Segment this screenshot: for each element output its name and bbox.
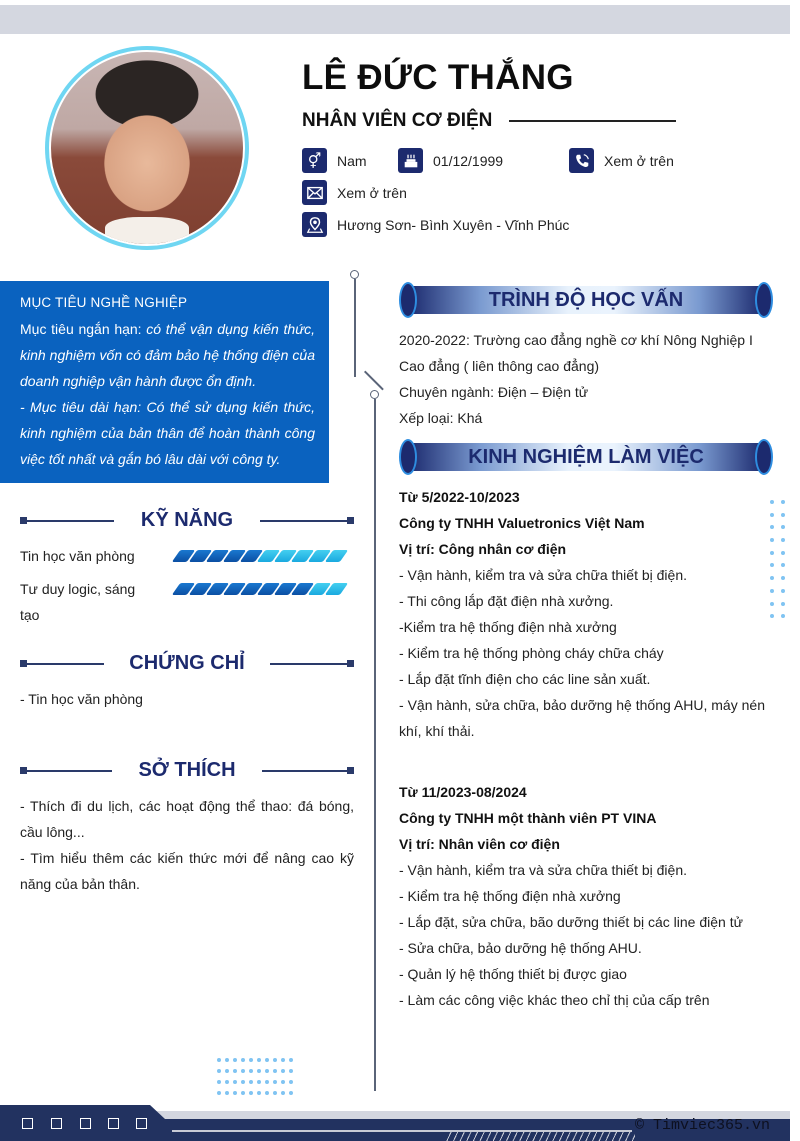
heading-square-right: [347, 767, 354, 774]
job-duty: - Thi công lắp đặt điện nhà xưởng.: [399, 593, 614, 609]
job-duty: - Lắp đặt, sửa chữa, bão dưỡng thiết bị các line điện tử: [399, 914, 743, 930]
address-value: Hương Sơn- Bình Xuyên - Vĩnh Phúc: [337, 216, 570, 233]
birthday-cake-icon: [398, 148, 423, 173]
hobbies-title: SỞ THÍCH: [138, 759, 236, 781]
hobbies-heading: [20, 759, 354, 783]
top-band: [0, 5, 790, 34]
education-heading: [399, 282, 773, 318]
gender-value: Nam: [337, 152, 367, 169]
footer-square-icon: [108, 1118, 119, 1129]
job-entry: [399, 484, 765, 744]
skill-rating: [176, 550, 344, 562]
job-position: Vị trí: Nhân viên cơ điện: [399, 836, 560, 852]
footer-square-icon: [22, 1118, 33, 1129]
job-duty: - Vận hành, kiểm tra và sửa chữa thiết bị điện.: [399, 862, 688, 878]
certificate-item: - Tin học văn phòng: [20, 691, 143, 707]
title-divider: [509, 120, 676, 122]
education-title: TRÌNH ĐỘ HỌC VẤN: [488, 289, 684, 311]
heading-rule-right: [262, 770, 350, 772]
contact-email: [302, 180, 407, 205]
footer-hatch: [445, 1132, 635, 1141]
heading-rule-right: [260, 520, 350, 522]
birthday-value: 01/12/1999: [433, 152, 504, 169]
education-line: Chuyên ngành: Điện – Điện tử: [399, 384, 589, 400]
education-line: 2020-2022: Trường cao đẳng nghề cơ khí Nông Nghiệp I: [399, 332, 753, 348]
timeline-node-mid: [370, 390, 379, 399]
job-entry: [399, 779, 765, 1013]
timeline-diagonal: [364, 371, 383, 390]
skill-name: Tin học văn phòng: [20, 548, 135, 564]
heading-rule-right: [270, 663, 350, 665]
gender-icon: ⚥: [302, 148, 327, 173]
job-duty: - Sửa chữa, bảo dưỡng hệ thống AHU.: [399, 940, 642, 956]
avatar-shirt: [105, 217, 189, 244]
contact-gender: [302, 148, 367, 173]
phone-value: Xem ở trên: [604, 152, 674, 169]
timeline-node-top: [350, 270, 359, 279]
objective-short-term: [20, 316, 315, 394]
education-line: Xếp loại: Khá: [399, 410, 483, 426]
envelope-icon: [302, 180, 327, 205]
footer-square-icon: [80, 1118, 91, 1129]
decorative-dots-bottom: [217, 1058, 293, 1095]
timeline-line-main: [374, 399, 376, 1091]
heading-square-right: [347, 660, 354, 667]
avatar: [45, 46, 249, 250]
footer-square-icon: [136, 1118, 147, 1129]
skill-name: Tư duy logic, sáng tạo: [20, 581, 136, 623]
objective-title: MỤC TIÊU NGHỀ NGHIỆP: [20, 295, 188, 310]
contact-address: [302, 212, 569, 237]
candidate-name: LÊ ĐỨC THẮNG: [302, 58, 574, 97]
education-details: [399, 327, 765, 431]
job-duty: - Kiểm tra hệ thống điện nhà xưởng: [399, 888, 621, 904]
job-duty: -Kiểm tra hệ thống điện nhà xưởng: [399, 619, 617, 635]
job-position: Vị trí: Công nhân cơ điện: [399, 541, 567, 557]
phone-icon: [569, 148, 594, 173]
decorative-dots-right: [770, 500, 785, 618]
job-duty: - Lắp đặt tĩnh điện cho các line sản xuất.: [399, 671, 651, 687]
certificates-title: CHỨNG CHỈ: [129, 652, 245, 674]
hobby-item: - Tìm hiểu thêm các kiến thức mới để nâng cao kỹ năng của bản thân.: [20, 850, 354, 892]
email-value: Xem ở trên: [337, 184, 407, 201]
certificates-heading: [20, 652, 354, 676]
job-duty: - Kiểm tra hệ thống phòng cháy chữa cháy: [399, 645, 664, 661]
experience-title: KINH NGHIỆM LÀM VIỆC: [468, 446, 704, 468]
timeline-line: [354, 279, 356, 377]
skill-rating: [176, 583, 344, 595]
objective-long-term: [20, 394, 315, 472]
job-company: Công ty TNHH một thành viên PT VINA: [399, 810, 657, 826]
short-term-label: Mục tiêu ngắn hạn:: [20, 321, 147, 337]
job-duty: - Làm các công việc khác theo chỉ thị của cấp trên: [399, 992, 710, 1008]
footer-copyright: © Timviec365.vn: [635, 1117, 771, 1134]
experience-heading: [399, 439, 773, 475]
short-term-text: có thể vận dụng kiến thức, kinh nghiệm vốn có đảm bảo hệ thống điện của doanh nghiệp vận hành được ổn định.: [20, 321, 315, 389]
education-line: Cao đẳng ( liên thông cao đẳng): [399, 358, 600, 374]
job-duty: - Vận hành, kiểm tra và sửa chữa thiết bị điện.: [399, 567, 688, 583]
skills-title: KỸ NĂNG: [140, 509, 234, 531]
avatar-photo: [49, 50, 245, 246]
footer-square-icon: [51, 1118, 62, 1129]
career-objective-panel: [0, 281, 329, 483]
map-pin-icon: [302, 212, 327, 237]
long-term-text: - Mục tiêu dài hạn: Có thể sử dụng kiến thức, kinh nghiệm của bản thân để hoàn thành công việc tốt nhất và gắn bó lâu dài với công ty.: [20, 399, 315, 467]
job-title: NHÂN VIÊN CƠ ĐIỆN: [302, 110, 493, 131]
job-period: Từ 5/2022-10/2023: [399, 489, 520, 505]
job-duty: - Vận hành, sửa chữa, bảo dưỡng hệ thống AHU, máy nén khí, khí thải.: [399, 697, 765, 739]
skills-heading: [20, 509, 354, 533]
heading-square-right: [347, 517, 354, 524]
contact-birthday: [398, 148, 503, 173]
hobby-item: - Thích đi du lịch, các hoạt động thể thao: đá bóng, cầu lông...: [20, 798, 354, 840]
job-company: Công ty TNHH Valuetronics Việt Nam: [399, 515, 645, 531]
job-duty: - Quản lý hệ thống thiết bị được giao: [399, 966, 627, 982]
contact-phone: [569, 148, 674, 173]
job-period: Từ 11/2023-08/2024: [399, 784, 527, 800]
